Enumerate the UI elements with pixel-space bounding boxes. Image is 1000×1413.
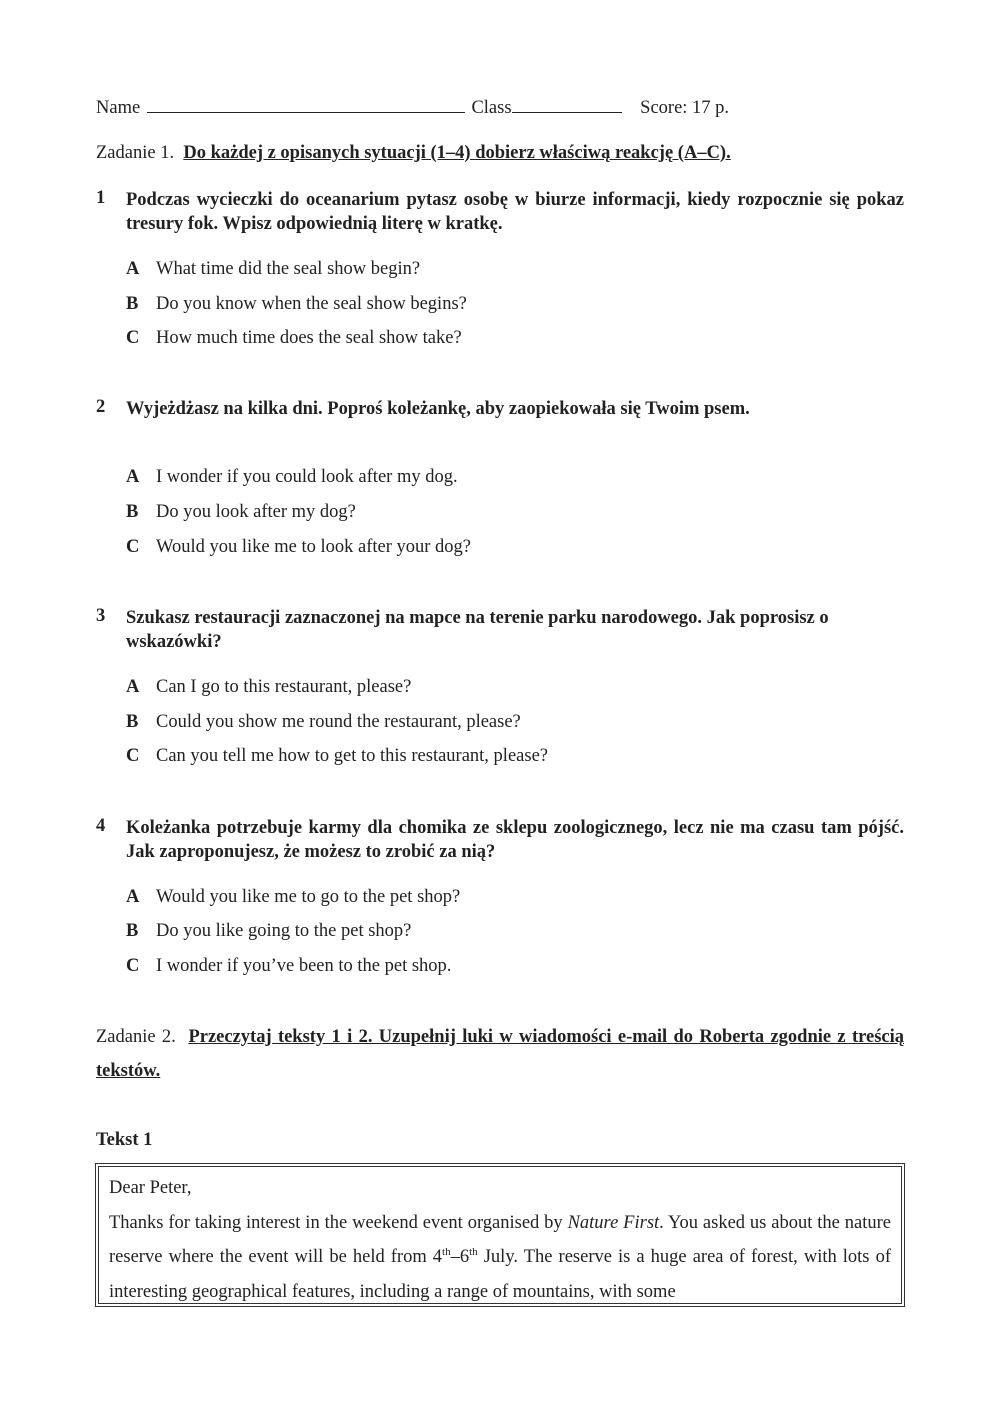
question-2: [96, 397, 904, 421]
option-letter: C: [126, 956, 140, 976]
body-part-2: . You asked us about the nature reserve where the event will be held from 4: [109, 1212, 891, 1267]
class-blank[interactable]: [512, 96, 622, 113]
text1-box-inner: [98, 1166, 902, 1304]
body-part-1: Thanks for taking interest in the weekend event organised by: [109, 1212, 568, 1233]
option-letter: B: [126, 712, 139, 732]
question-number: 1: [96, 188, 106, 208]
task1-title: [96, 143, 904, 164]
option-text: Would you like me to look after your dog?: [156, 537, 471, 557]
option-4c[interactable]: [126, 956, 451, 977]
task2-instruction: Przeczytaj teksty 1 i 2. Uzupełnij luki w wiadomości e-mail do Roberta zgodnie z treścią tekstów.: [96, 1027, 904, 1081]
option-4a[interactable]: [126, 887, 460, 908]
text1-box: [95, 1163, 905, 1307]
option-letter: A: [126, 259, 140, 279]
option-letter: B: [126, 294, 139, 314]
option-text: Can I go to this restaurant, please?: [156, 677, 412, 697]
option-text: Can you tell me how to get to this restaurant, please?: [156, 746, 548, 766]
option-text: Could you show me round the restaurant, please?: [156, 712, 521, 732]
question-number: 3: [96, 606, 106, 626]
option-2b[interactable]: [126, 502, 356, 523]
score-label: Score: 17 p.: [640, 98, 730, 118]
option-letter: C: [126, 537, 140, 557]
task1-instruction: Do każdej z opisanych sytuacji (1–4) dobierz właściwą reakcję (A–C).: [183, 143, 731, 163]
option-1a[interactable]: [126, 259, 420, 280]
letter-body: [109, 1206, 891, 1305]
letter-greeting: Dear Peter,: [109, 1178, 192, 1198]
question-text: Koleżanka potrzebuje karmy dla chomika ze sklepu zoologicznego, lecz nie ma czasu tam pójść. Jak zaproponujesz, że możesz to zrobić za nią?: [126, 818, 904, 862]
option-3b[interactable]: [126, 712, 521, 733]
option-text: I wonder if you’ve been to the pet shop.: [156, 956, 452, 976]
question-1: [96, 188, 904, 236]
question-number: 4: [96, 816, 106, 836]
option-2c[interactable]: [126, 537, 471, 558]
ordinal-suffix-1: th: [442, 1245, 451, 1258]
option-4b[interactable]: [126, 921, 411, 942]
text1-heading: Tekst 1: [96, 1130, 153, 1150]
option-1b[interactable]: [126, 294, 467, 315]
header-line: [96, 96, 729, 119]
option-letter: B: [126, 502, 139, 522]
body-part-3: July. The reserve is a huge area of forest, with lots of interesting geographical features, including a range of mountains, with some: [109, 1247, 891, 1302]
option-text: Do you look after my dog?: [156, 502, 356, 522]
task2-label: Zadanie 2.: [96, 1027, 176, 1047]
option-1c[interactable]: [126, 328, 462, 349]
question-number: 2: [96, 397, 106, 417]
option-text: Would you like me to go to the pet shop?: [156, 887, 461, 907]
class-label: Class: [471, 98, 512, 118]
option-2a[interactable]: [126, 467, 458, 488]
question-text: Szukasz restauracji zaznaczonej na mapce na terenie parku narodowego. Jak poprosisz o wskazówki?: [126, 608, 829, 652]
task1-label: Zadanie 1.: [96, 143, 175, 163]
option-letter: A: [126, 887, 140, 907]
question-3: [96, 606, 904, 654]
ordinal-suffix-2: th: [469, 1245, 478, 1258]
organisation-name: Nature First: [567, 1212, 660, 1233]
date-dash: –6: [450, 1247, 470, 1267]
option-letter: B: [126, 921, 139, 941]
name-blank[interactable]: [147, 96, 465, 113]
option-letter: C: [126, 328, 140, 348]
option-text: Do you know when the seal show begins?: [156, 294, 467, 314]
option-letter: A: [126, 467, 140, 487]
option-text: How much time does the seal show take?: [156, 328, 462, 348]
option-letter: A: [126, 677, 140, 697]
option-3c[interactable]: [126, 746, 548, 767]
question-text: Podczas wycieczki do oceanarium pytasz osobę w biurze informacji, kiedy rozpocznie się pokaz tresury fok. Wpisz odpowiednią literę w kratkę.: [126, 190, 904, 234]
option-text: What time did the seal show begin?: [156, 259, 421, 279]
name-label: Name: [96, 98, 141, 118]
option-3a[interactable]: [126, 677, 411, 698]
question-4: [96, 816, 904, 864]
option-text: Do you like going to the pet shop?: [156, 921, 412, 941]
option-letter: C: [126, 746, 140, 766]
question-text: Wyjeżdżasz na kilka dni. Poproś koleżankę, aby zaopiekowała się Twoim psem.: [126, 399, 750, 419]
task2-title: [96, 1020, 904, 1088]
option-text: I wonder if you could look after my dog.: [156, 467, 458, 487]
